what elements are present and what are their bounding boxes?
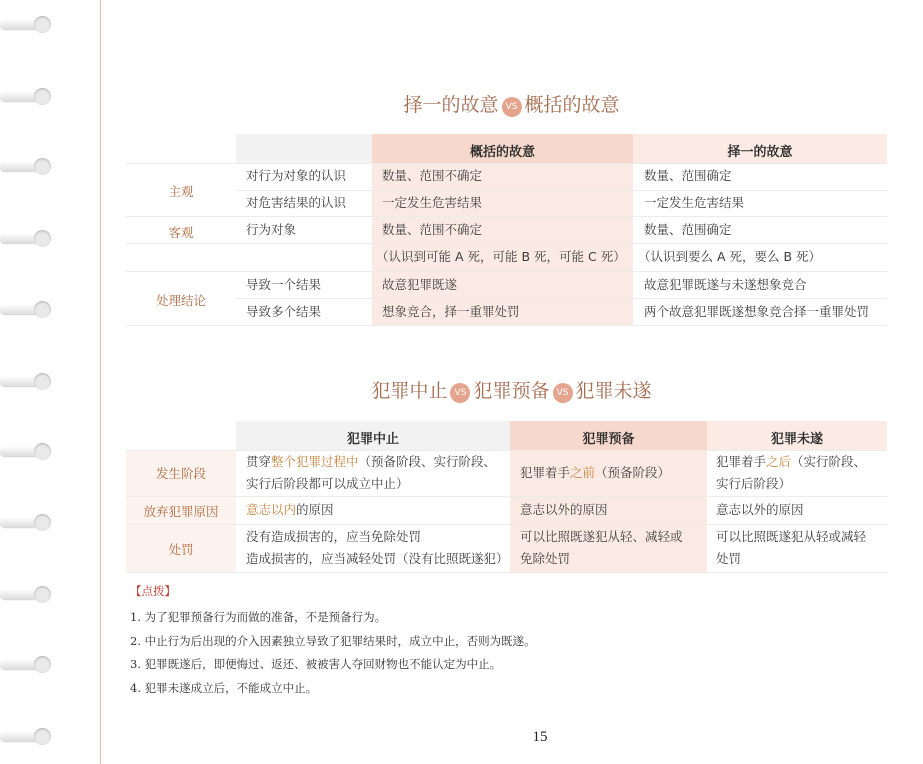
row-item: 导致一个结果 xyxy=(246,277,322,292)
row-item: 对危害结果的认识 xyxy=(246,195,347,210)
binder-ring xyxy=(0,156,54,176)
header-general-intent: 概括的故意 xyxy=(469,145,535,160)
row-item: 对行为对象的认识 xyxy=(246,168,347,183)
notes-title: 【点拨】 xyxy=(130,584,176,598)
section2-title: 犯罪中止 VS 犯罪预备 VS 犯罪未遂 xyxy=(371,380,652,402)
attempt-reason: 意志以外的原因 xyxy=(716,502,804,517)
vs-badge: VS xyxy=(553,383,573,403)
preparation-penalty: 可以比照既遂犯从轻、减轻或 免除处罚 xyxy=(520,529,683,566)
suspension-reason: 意志以内的原因 xyxy=(246,502,334,517)
row-general: 想象竞合，择一重罪处罚 xyxy=(382,304,520,319)
row-general: 故意犯罪既遂 xyxy=(382,277,458,292)
row-general: 数量、范围不确定 xyxy=(382,168,483,183)
binder-ring xyxy=(0,726,54,746)
row-general-example: （认识到可能 A 死，可能 B 死，可能 C 死） xyxy=(376,249,626,264)
header-suspension: 犯罪中止 xyxy=(346,432,399,447)
binder-ring xyxy=(0,14,54,34)
binder-ring xyxy=(0,584,54,604)
binder-ring xyxy=(0,86,54,106)
suspension-stage: 贯穿整个犯罪过程中（预备阶段、实行阶段、 实行后阶段都可以成立中止） xyxy=(246,454,497,491)
page-number: 15 xyxy=(532,729,548,745)
binder-ring xyxy=(0,441,54,461)
category-penalty: 处罚 xyxy=(168,542,194,557)
header-preparation: 犯罪预备 xyxy=(582,432,635,447)
row-item: 导致多个结果 xyxy=(246,304,322,319)
binder-ring xyxy=(0,228,54,248)
category-reason: 放弃犯罪原因 xyxy=(143,504,219,519)
row-alternative: 一定发生危害结果 xyxy=(644,195,745,210)
row-alternative: 数量、范围确定 xyxy=(644,168,732,183)
preparation-reason: 意志以外的原因 xyxy=(520,502,608,517)
row-alternative: 数量、范围确定 xyxy=(644,222,732,237)
binder-ring xyxy=(0,512,54,532)
binder-ring xyxy=(0,371,54,391)
note-item: 3. 犯罪既遂后，即便悔过、返还、被被害人夺回财物也不能认定为中止。 xyxy=(130,657,502,671)
row-general: 数量、范围不确定 xyxy=(382,222,483,237)
row-general: 一定发生危害结果 xyxy=(382,195,483,210)
header-alternative-intent: 择一的故意 xyxy=(727,145,793,160)
binder-ring xyxy=(0,654,54,674)
vs-badge: VS xyxy=(450,383,470,403)
category-stage: 发生阶段 xyxy=(155,466,206,481)
category-objective: 客观 xyxy=(168,225,194,240)
note-item: 4. 犯罪未遂成立后，不能成立中止。 xyxy=(130,681,318,695)
header-blank xyxy=(236,134,372,164)
section1-title: 择一的故意 VS 概括的故意 xyxy=(403,94,620,116)
attempt-penalty: 可以比照既遂犯从轻或减轻 处罚 xyxy=(716,529,867,566)
note-item: 2. 中止行为后出现的介入因素独立导致了犯罪结果时，成立中止，否则为既遂。 xyxy=(130,634,536,648)
suspension-penalty: 没有造成损害的，应当免除处罚 造成损害的，应当减轻处罚（没有比照既遂犯） xyxy=(246,529,509,566)
row-alternative: 故意犯罪既遂与未遂想象竞合 xyxy=(644,277,807,292)
note-item: 1. 为了犯罪预备行为而做的准备，不是预备行为。 xyxy=(130,610,387,624)
header-attempt: 犯罪未遂 xyxy=(770,432,823,447)
binder-ring xyxy=(0,299,54,319)
row-alternative-example: （认识到要么 A 死，要么 B 死） xyxy=(638,249,822,264)
row-alternative: 两个故意犯罪既遂想象竞合择一重罪处罚 xyxy=(644,304,870,319)
preparation-stage: 犯罪着手之前（预备阶段） xyxy=(520,465,671,480)
category-subjective: 主观 xyxy=(168,184,194,199)
vs-badge: VS xyxy=(502,97,522,117)
row-item: 行为对象 xyxy=(246,222,297,237)
category-handling: 处理结论 xyxy=(155,293,206,308)
attempt-stage: 犯罪着手之后（实行阶段、 实行后阶段） xyxy=(716,454,867,491)
